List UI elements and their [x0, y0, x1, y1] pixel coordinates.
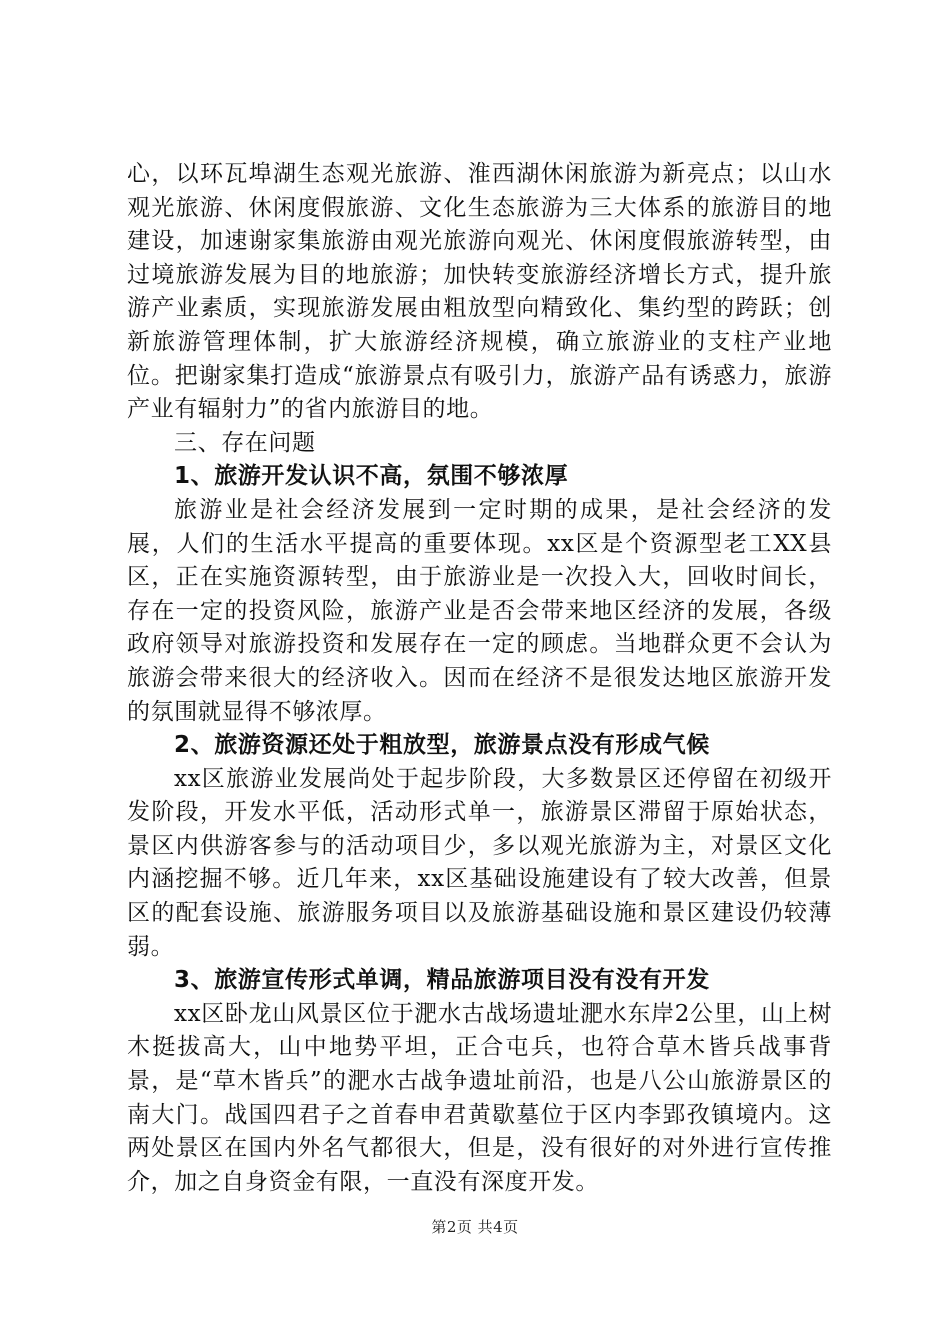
subheading-2: 2、旅游资源还处于粗放型，旅游景点没有形成气候: [174, 732, 710, 759]
subheading-3: 3、旅游宣传形式单调，精品旅游项目没有没有开发: [174, 967, 710, 994]
paragraph-body-3: xx区卧龙山风景区位于淝水古战场遗址淝水东岸2公里，山上树木挺拔高大，山中地势平坦，正合屯兵，也符合草木皆兵战事背景，是“草木皆兵”的淝水古战争遗址前沿，也是八公山旅游景区的南大门。战国四君子之首春申君黄歇墓位于区内李郢孜镇境内。这两处景区在国内外名气都很大，但是，没有很好的对外进行宣传推介，加之自身资金有限，一直没有深度开发。: [127, 1000, 832, 1195]
paragraph-body-2: xx区旅游业发展尚处于起步阶段，大多数景区还停留在初级开发阶段，开发水平低，活动形式单一，旅游景区滞留于原始状态，景区内供游客参与的活动项目少，多以观光旅游为主，对景区文化内涵挖掘不够。近几年来，xx区基础设施建设有了较大改善，但景区的配套设施、旅游服务项目以及旅游基础设施和景区建设仍较薄弱。: [127, 765, 832, 960]
page-footer: [0, 1216, 950, 1237]
paragraph-continuation: 心，以环瓦埠湖生态观光旅游、淮西湖休闲旅游为新亮点；以山水观光旅游、休闲度假旅游、文化生态旅游为三大体系的旅游目的地建设，加速谢家集旅游由观光旅游向观光、休闲度假旅游转型，由过境旅游发展为目的地旅游；加快转变旅游经济增长方式，提升旅游产业素质，实现旅游发展由粗放型向精致化、集约型的跨跃；创新旅游管理体制，扩大旅游经济规模，确立旅游业的支柱产业地位。把谢家集打造成“旅游景点有吸引力，旅游产品有诱惑力，旅游产业有辐射力”的省内旅游目的地。: [127, 161, 832, 423]
page-number-label: 第2页 共4页: [431, 1218, 519, 1236]
paragraph-body-1: 旅游业是社会经济发展到一定时期的成果，是社会经济的发展，人们的生活水平提高的重要体现。xx区是个资源型老工XX县区，正在实施资源转型，由于旅游业是一次投入大，回收时间长，存在一定的投资风险，旅游产业是否会带来地区经济的发展，各级政府领导对旅游投资和发展存在一定的顾虑。当地群众更不会认为旅游会带来很大的经济收入。因而在经济不是很发达地区旅游开发的氛围就显得不够浓厚。: [127, 496, 832, 725]
document-body: [127, 158, 832, 1199]
section-heading-problems: 三、存在问题: [174, 429, 316, 456]
subheading-1: 1、旅游开发认识不高，氛围不够浓厚: [174, 463, 569, 490]
